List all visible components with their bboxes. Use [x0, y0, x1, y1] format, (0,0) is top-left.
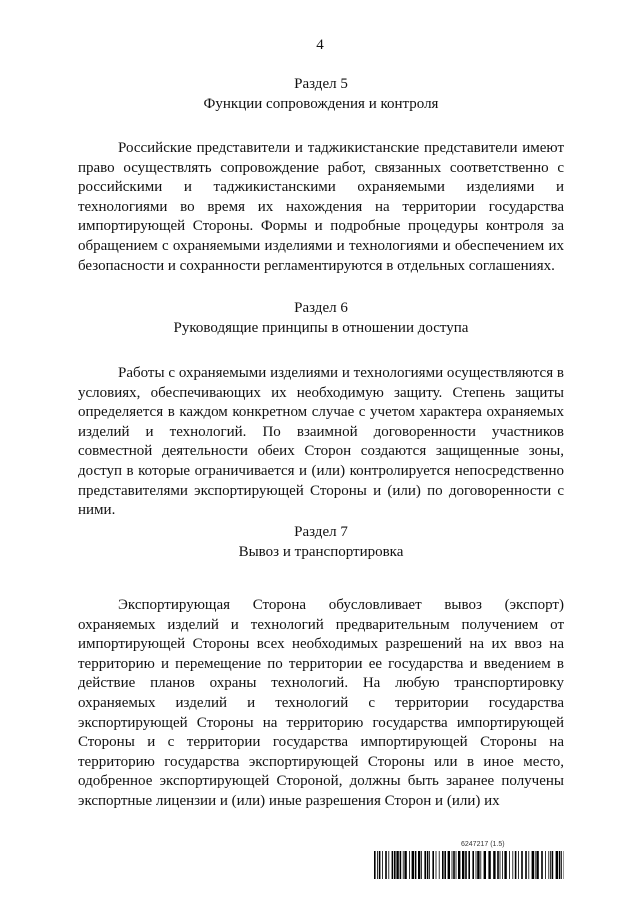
document-code: 6247217 (1.5): [461, 841, 505, 848]
section-title: Раздел 7: [294, 524, 348, 540]
section-title: Раздел 5: [294, 76, 348, 92]
section-heading: Функции сопровождения и контроля: [203, 96, 439, 112]
page-number: 4: [316, 37, 324, 53]
section-heading: Вывоз и транспортировка: [238, 544, 404, 560]
section-title: Раздел 6: [294, 300, 348, 316]
section-paragraph: Российские представители и таджикистанские представители имеют право осуществлять сопровождение работ, связанных соответственно с российскими и таджикистанскими охраняемыми изделиями и технологиями во время их нахождения на территории государства импортирующей Стороны. Формы и подробные процедуры контроля за обращением с охраняемыми изделиями и технологиями и обеспечением их безопасности и сохранности регламентируются в отдельных соглашениях.: [78, 140, 564, 274]
section-5: [78, 74, 564, 276]
section-6: [78, 298, 564, 521]
section-paragraph: Экспортирующая Сторона обусловливает вывоз (экспорт) охраняемых изделий и технологий предварительным получением от импортирующей Стороны всех необходимых разрешений на их ввоз на территорию и перемещение по территории ее государства и введением в действие планов охраны технологий. На любую транспортировку охраняемых изделий и технологий с территории государства экспортирующей Стороны на территорию государства импортирующей Стороны и с территории государства импортирующей Стороны на территорию государства экспортирующей Стороны или в иное место, одобренное экспортирующей Стороной, должны быть заранее получены экспортные лицензии и (или) иные разрешения Сторон и (или) их: [78, 597, 564, 809]
section-heading: Руководящие принципы в отношении доступа: [173, 320, 469, 336]
section-paragraph: Работы с охраняемыми изделиями и технологиями осуществляются в условиях, обеспечивающих их необходимую защиту. Степень защиты определяется в каждом конкретном случае с учетом характера охраняемых изделий и технологий. По взаимной договоренности участников совместной деятельности обеих Сторон создаются защищенные зоны, доступ в которые ограничивается и (или) контролируется непосредственно представителями экспортирующей Стороны и (или) по договоренности с ними.: [78, 365, 564, 519]
section-7: [78, 522, 564, 812]
barcode-icon: [374, 851, 564, 879]
